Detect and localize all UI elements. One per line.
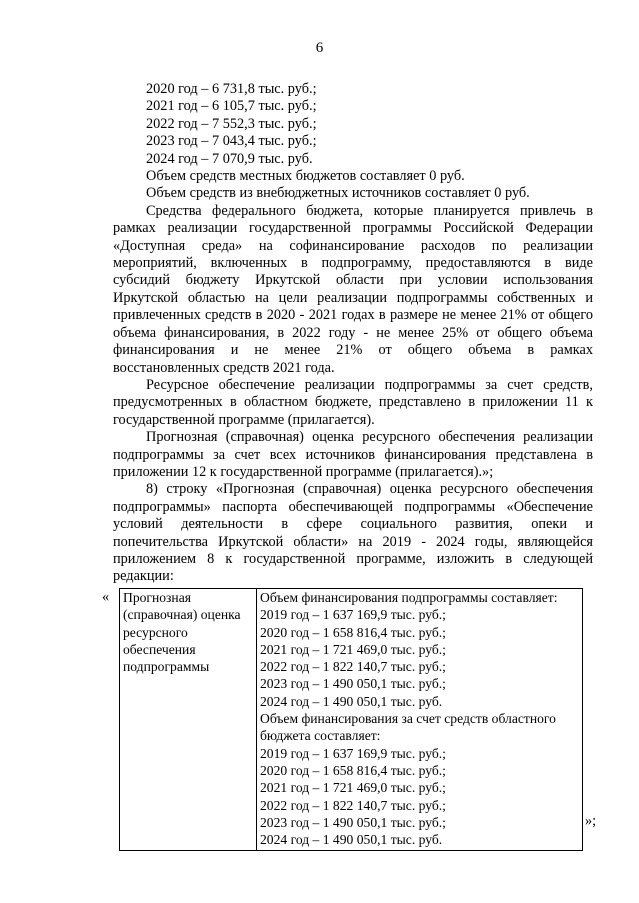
label-cell — [120, 589, 257, 851]
text-line: 2022 год – 7 552,3 тыс. руб.; — [146, 115, 317, 132]
label-line: ресурсного — [123, 624, 188, 640]
label-line: обеспечения — [123, 641, 196, 657]
closing-quote: »; — [585, 813, 597, 829]
text-line: «Доступная среда» на софинансирование расходов по реализации — [113, 237, 593, 254]
value-line: 2022 год – 1 822 140,7 тыс. руб.; — [260, 659, 446, 675]
text-line: Прогнозная (справочная) оценка ресурсного обеспечения реализации — [146, 429, 593, 446]
text-line: восстановленных средств 2021 года. — [113, 359, 335, 376]
value-line: 2024 год – 1 490 050,1 тыс. руб. — [260, 832, 443, 848]
value-line: 2023 год – 1 490 050,1 тыс. руб.; — [260, 676, 446, 692]
text-line: 2023 год – 7 043,4 тыс. руб.; — [146, 133, 317, 150]
value-line: 2019 год – 1 637 169,9 тыс. руб.; — [260, 745, 446, 761]
value-line: 2020 год – 1 658 816,4 тыс. руб.; — [260, 624, 446, 640]
text-line: объема финансирования, в 2022 году - не менее 25% от общего объема — [113, 324, 593, 341]
value-line: 2021 год – 1 721 469,0 тыс. руб.; — [260, 641, 446, 657]
text-line: 2024 год – 7 070,9 тыс. руб. — [146, 150, 313, 167]
value-line: Объем финансирования подпрограммы составляет: — [260, 590, 558, 605]
paragraph-forecast-assessment — [113, 429, 593, 481]
text-line: подпрограммы за счет всех источников финансирования представлена в — [113, 446, 593, 463]
value-line: бюджета составляет: — [260, 728, 381, 744]
page-number: 6 — [315, 40, 324, 56]
text-line: 2021 год – 6 105,7 тыс. руб.; — [146, 98, 317, 115]
text-line: Иркутской областью на цели реализации подпрограммы собственных и — [113, 289, 593, 306]
text-line: Ресурсное обеспечение реализации подпрограммы за счет средств, — [146, 376, 593, 393]
text-line: рамках реализации государственной программы Российской Федерации — [113, 220, 593, 237]
value-line: Объем финансирования за счет средств областного — [260, 711, 556, 727]
text-line: редакции: — [113, 568, 174, 585]
label-line: подпрограммы — [123, 659, 210, 675]
text-line: Объем средств из внебюджетных источников составляет 0 руб. — [146, 185, 530, 202]
passport-table — [119, 588, 583, 851]
paragraph-federal-funds — [113, 203, 593, 377]
text-line: приложении 12 к государственной программе (прилагается).»; — [113, 463, 494, 480]
text-line: подпрограммы» паспорта обеспечивающей подпрограммы «Обеспечение — [113, 498, 593, 515]
text-line: попечительства Иркутской области» на 2019 - 2024 годы, являющейся — [113, 533, 593, 550]
value-line: 2024 год – 1 490 050,1 тыс. руб. — [260, 693, 443, 709]
value-line: 2019 год – 1 637 169,9 тыс. руб.; — [260, 607, 446, 623]
value-line: 2023 год – 1 490 050,1 тыс. руб.; — [260, 814, 446, 830]
text-line: условий деятельности в сфере социального развития, опеки и — [113, 516, 593, 533]
text-line: предусмотренных в областном бюджете, представлено в приложении 11 к — [113, 394, 593, 411]
opening-quote: « — [102, 589, 110, 605]
paragraph-item-8 — [113, 481, 593, 585]
table-row — [120, 589, 583, 851]
text-line: финансирования и не менее 21% от общего объема в рамках — [113, 342, 593, 359]
document-body — [113, 81, 593, 586]
text-line: Объем средств местных бюджетов составляет 0 руб. — [146, 168, 465, 185]
text-line: привлеченных средств в 2020 - 2021 годах в размере не менее 21% от общего — [113, 307, 593, 324]
text-line: мероприятий, включенных в подпрограмму, предоставляются в виде — [113, 255, 593, 272]
text-line: 2020 год – 6 731,8 тыс. руб.; — [146, 81, 317, 97]
text-line: Средства федерального бюджета, которые планируется привлечь в — [146, 202, 593, 219]
label-line: (справочная) оценка — [123, 607, 241, 623]
value-line: 2020 год – 1 658 816,4 тыс. руб.; — [260, 762, 446, 778]
text-line: государственной программе (прилагается). — [113, 411, 375, 428]
text-line: 8) строку «Прогнозная (справочная) оценка ресурсного обеспечения — [146, 481, 593, 498]
value-line: 2021 год – 1 721 469,0 тыс. руб.; — [260, 780, 446, 796]
label-line: Прогнозная — [123, 590, 191, 605]
value-line: 2022 год – 1 822 140,7 тыс. руб.; — [260, 797, 446, 813]
text-line: приложением 8 к государственной программе, изложить в следующей — [113, 550, 593, 567]
paragraph-regional-budget — [113, 377, 593, 429]
text-line: субсидий бюджету Иркутской области при условии использования — [113, 272, 593, 289]
value-cell — [257, 589, 583, 851]
